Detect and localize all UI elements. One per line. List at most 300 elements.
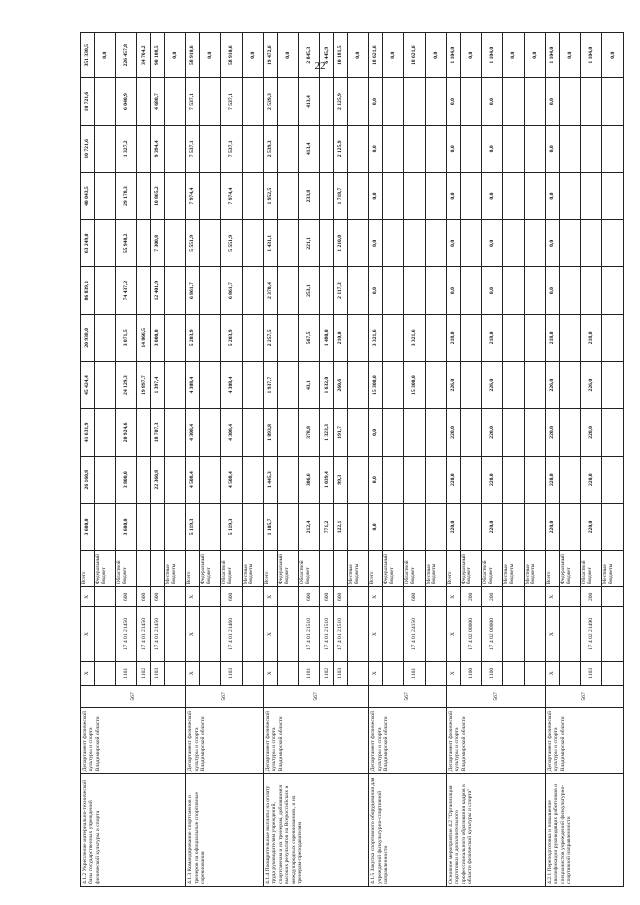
rotated-table bbox=[80, 32, 624, 887]
value-cell: 0,0 bbox=[242, 33, 263, 78]
rz-pr-cell: 1102 bbox=[137, 661, 151, 685]
value-cell bbox=[277, 125, 298, 172]
csr-cell bbox=[94, 607, 115, 661]
value-cell bbox=[277, 78, 298, 125]
value-cell bbox=[559, 314, 580, 361]
value-cell: 413,4 bbox=[299, 125, 320, 172]
rz-pr-cell: 1101 bbox=[299, 661, 320, 685]
value-cell: 6 861,7 bbox=[186, 267, 200, 314]
value-cell: 1 397,4 bbox=[151, 362, 165, 409]
value-cell bbox=[559, 172, 580, 219]
csr-cell: X bbox=[81, 607, 95, 661]
value-cell bbox=[460, 220, 481, 267]
value-cell: 0,0 bbox=[482, 172, 503, 219]
value-cell: 41 631,9 bbox=[81, 409, 95, 456]
value-cell: 2 125,9 bbox=[334, 78, 348, 125]
value-cell: 10 181,5 bbox=[334, 33, 348, 78]
csr-cell bbox=[242, 607, 263, 661]
value-cell: 221,1 bbox=[299, 220, 320, 267]
value-cell: 0,0 bbox=[446, 125, 460, 172]
csr-cell bbox=[199, 607, 220, 661]
value-cell: 1 327,2 bbox=[116, 125, 137, 172]
value-cell bbox=[425, 172, 446, 219]
value-cell: 0,0 bbox=[369, 172, 383, 219]
value-cell bbox=[94, 172, 115, 219]
value-cell: 0,0 bbox=[369, 267, 383, 314]
csr-cell bbox=[277, 607, 298, 661]
value-cell bbox=[425, 362, 446, 409]
value-cell: 220,0 bbox=[546, 503, 560, 550]
vr-cell: 600 bbox=[137, 587, 151, 607]
measure-name-cell: Основное мероприятие 4.2 "Организация подготовки и дополнительного профессионального образования кадров в области физической культуры и спорта" bbox=[446, 774, 545, 887]
rz-pr-cell bbox=[94, 661, 115, 685]
rz-pr-cell: 1102 bbox=[320, 661, 334, 685]
value-cell: 5 203,9 bbox=[186, 314, 200, 361]
rz-pr-cell bbox=[503, 661, 524, 685]
value-cell: 0,0 bbox=[460, 33, 481, 78]
value-cell: 99,3 bbox=[334, 456, 348, 503]
rz-pr-cell bbox=[164, 661, 185, 685]
funding-source-cell: Всего bbox=[369, 551, 383, 587]
rz-pr-cell bbox=[199, 661, 220, 685]
value-cell: 220,0 bbox=[546, 409, 560, 456]
rz-pr-cell bbox=[382, 661, 403, 685]
value-cell: 2 539,3 bbox=[263, 78, 277, 125]
value-cell bbox=[425, 503, 446, 550]
value-cell bbox=[425, 314, 446, 361]
funding-source-cell: Всего bbox=[81, 551, 95, 587]
value-cell: 0,0 bbox=[546, 125, 560, 172]
rz-pr-cell: 1100 bbox=[460, 661, 481, 685]
value-cell: 771,2 bbox=[320, 503, 334, 550]
rz-pr-cell bbox=[242, 661, 263, 685]
value-cell bbox=[581, 125, 602, 172]
value-cell bbox=[524, 78, 545, 125]
value-cell: 4 508,4 bbox=[221, 456, 242, 503]
value-cell bbox=[425, 78, 446, 125]
value-cell bbox=[277, 409, 298, 456]
csr-cell bbox=[382, 607, 403, 661]
value-cell bbox=[347, 267, 368, 314]
value-cell bbox=[94, 456, 115, 503]
value-cell bbox=[137, 267, 151, 314]
table-row bbox=[369, 33, 383, 887]
value-cell bbox=[320, 220, 334, 267]
value-cell bbox=[347, 125, 368, 172]
funding-source-cell: Областной бюджет bbox=[482, 551, 503, 587]
value-cell: 29 178,3 bbox=[116, 172, 137, 219]
vr-cell: X bbox=[546, 587, 560, 607]
funding-source-cell: Федеральный бюджет bbox=[559, 551, 580, 587]
value-cell bbox=[602, 220, 624, 267]
funding-source-cell bbox=[334, 551, 348, 587]
vr-cell: 600 bbox=[116, 587, 137, 607]
value-cell bbox=[320, 125, 334, 172]
csr-cell: 17 4 02 00000 bbox=[482, 607, 503, 661]
value-cell bbox=[137, 503, 151, 550]
value-cell: 212,4 bbox=[299, 503, 320, 550]
value-cell bbox=[404, 172, 425, 219]
value-cell: 1 893,8 bbox=[263, 409, 277, 456]
value-cell: 0,0 bbox=[369, 409, 383, 456]
value-cell bbox=[503, 220, 524, 267]
vr-cell bbox=[559, 587, 580, 607]
value-cell: 2 539,3 bbox=[263, 125, 277, 172]
value-cell bbox=[404, 456, 425, 503]
value-cell: 260,6 bbox=[334, 362, 348, 409]
value-cell: 2 845,3 bbox=[299, 33, 320, 78]
vr-cell: 600 bbox=[320, 587, 334, 607]
funding-source-cell: Местные бюджеты bbox=[347, 551, 368, 587]
grbs-cell: 567 bbox=[81, 685, 186, 707]
value-cell bbox=[199, 220, 220, 267]
value-cell bbox=[320, 172, 334, 219]
value-cell bbox=[242, 78, 263, 125]
csr-cell: 17 4 02 00000 bbox=[460, 607, 481, 661]
value-cell bbox=[382, 172, 403, 219]
vr-cell bbox=[277, 587, 298, 607]
rz-pr-cell: X bbox=[446, 661, 460, 685]
value-cell: 0,0 bbox=[369, 503, 383, 550]
csr-cell: 17 4 02 21490 bbox=[581, 607, 602, 661]
value-cell bbox=[199, 267, 220, 314]
value-cell: 220,0 bbox=[482, 456, 503, 503]
value-cell: 18 707,3 bbox=[151, 409, 165, 456]
value-cell: 3 321,6 bbox=[404, 314, 425, 361]
rz-pr-cell: 1103 bbox=[334, 661, 348, 685]
value-cell bbox=[164, 456, 185, 503]
value-cell: 220,0 bbox=[581, 409, 602, 456]
value-cell: 218,0 bbox=[482, 314, 503, 361]
value-cell bbox=[164, 362, 185, 409]
value-cell: 3 600,0 bbox=[116, 503, 137, 550]
value-cell bbox=[581, 172, 602, 219]
table-row bbox=[186, 33, 200, 887]
grbs-cell: 567 bbox=[546, 685, 624, 707]
csr-cell: 17 4 01 21450 bbox=[151, 607, 165, 661]
value-cell bbox=[460, 314, 481, 361]
grbs-cell: 567 bbox=[186, 685, 264, 707]
value-cell bbox=[347, 409, 368, 456]
value-cell bbox=[382, 409, 403, 456]
value-cell bbox=[320, 78, 334, 125]
value-cell bbox=[199, 125, 220, 172]
value-cell bbox=[382, 125, 403, 172]
value-cell bbox=[524, 125, 545, 172]
value-cell bbox=[137, 220, 151, 267]
value-cell: 4 680,7 bbox=[151, 78, 165, 125]
vr-cell: 200 bbox=[581, 587, 602, 607]
value-cell bbox=[164, 78, 185, 125]
page-number: 22 bbox=[314, 60, 326, 72]
value-cell bbox=[524, 314, 545, 361]
value-cell: 22 360,8 bbox=[151, 456, 165, 503]
funding-source-cell: Областной бюджет bbox=[116, 551, 137, 587]
value-cell bbox=[503, 78, 524, 125]
vr-cell: 200 bbox=[482, 587, 503, 607]
rz-pr-cell: 1103 bbox=[221, 661, 242, 685]
funding-source-cell: Местные бюджеты bbox=[524, 551, 545, 587]
value-cell bbox=[347, 78, 368, 125]
value-cell bbox=[199, 456, 220, 503]
funding-source-cell: Всего bbox=[446, 551, 460, 587]
value-cell bbox=[277, 220, 298, 267]
value-cell: 218,0 bbox=[446, 314, 460, 361]
rz-pr-cell: X bbox=[546, 661, 560, 685]
value-cell: 0,0 bbox=[369, 456, 383, 503]
funding-source-cell: Местные бюджеты bbox=[164, 551, 185, 587]
value-cell: 0,0 bbox=[482, 78, 503, 125]
value-cell bbox=[404, 220, 425, 267]
funding-source-cell: Федеральный бюджет bbox=[277, 551, 298, 587]
funding-source-cell: Федеральный бюджет bbox=[460, 551, 481, 587]
rz-pr-cell: X bbox=[263, 661, 277, 685]
value-cell: 253,1 bbox=[299, 267, 320, 314]
value-cell: 306,6 bbox=[299, 456, 320, 503]
vr-cell: 600 bbox=[221, 587, 242, 607]
value-cell bbox=[602, 78, 624, 125]
value-cell: 0,0 bbox=[546, 267, 560, 314]
value-cell: 1 480,0 bbox=[320, 314, 334, 361]
value-cell bbox=[137, 125, 151, 172]
value-cell: 220,0 bbox=[581, 456, 602, 503]
value-cell: 4 508,4 bbox=[186, 456, 200, 503]
value-cell: 43,1 bbox=[299, 362, 320, 409]
value-cell: 1 105,7 bbox=[263, 503, 277, 550]
value-cell bbox=[460, 362, 481, 409]
rz-pr-cell: 1100 bbox=[482, 661, 503, 685]
value-cell bbox=[460, 172, 481, 219]
value-cell: 220,0 bbox=[581, 503, 602, 550]
value-cell bbox=[559, 362, 580, 409]
vr-cell: 200 bbox=[460, 587, 481, 607]
value-cell bbox=[602, 409, 624, 456]
value-cell bbox=[559, 456, 580, 503]
value-cell: 1 104,0 bbox=[581, 33, 602, 78]
value-cell: 0,0 bbox=[164, 33, 185, 78]
measure-name-cell: 4.1.5 Закупка спортивного оборудования для учреждений физкультурно-спортивной направленности bbox=[369, 774, 447, 887]
value-cell: 191,7 bbox=[334, 409, 348, 456]
value-cell: 567,5 bbox=[299, 314, 320, 361]
value-cell: 351 330,5 bbox=[81, 33, 95, 78]
csr-cell: X bbox=[263, 607, 277, 661]
vr-cell bbox=[242, 587, 263, 607]
value-cell bbox=[581, 78, 602, 125]
value-cell: 0,0 bbox=[482, 220, 503, 267]
value-cell: 0,0 bbox=[546, 172, 560, 219]
grbs-cell: 567 bbox=[263, 685, 368, 707]
rz-pr-cell bbox=[347, 661, 368, 685]
value-cell bbox=[164, 220, 185, 267]
value-cell bbox=[347, 503, 368, 550]
value-cell bbox=[164, 125, 185, 172]
executor-cell: Департамент физической культуры и спорта Владимирской области bbox=[263, 707, 368, 773]
value-cell bbox=[425, 456, 446, 503]
value-cell bbox=[382, 314, 403, 361]
value-cell bbox=[602, 125, 624, 172]
value-cell bbox=[503, 314, 524, 361]
value-cell bbox=[559, 503, 580, 550]
value-cell bbox=[199, 503, 220, 550]
value-cell: 2 125,9 bbox=[334, 125, 348, 172]
vr-cell bbox=[199, 587, 220, 607]
value-cell bbox=[277, 314, 298, 361]
value-cell bbox=[503, 267, 524, 314]
value-cell: 218,0 bbox=[581, 314, 602, 361]
value-cell bbox=[503, 456, 524, 503]
value-cell: 220,0 bbox=[446, 409, 460, 456]
value-cell bbox=[524, 172, 545, 219]
vr-cell bbox=[602, 587, 624, 607]
value-cell bbox=[277, 362, 298, 409]
value-cell: 2 257,5 bbox=[263, 314, 277, 361]
value-cell: 1 632,0 bbox=[320, 362, 334, 409]
value-cell bbox=[94, 503, 115, 550]
vr-cell bbox=[382, 587, 403, 607]
value-cell: 4 308,4 bbox=[186, 409, 200, 456]
value-cell bbox=[277, 456, 298, 503]
value-cell: 5 203,9 bbox=[221, 314, 242, 361]
value-cell bbox=[242, 267, 263, 314]
value-cell: 5 551,9 bbox=[221, 220, 242, 267]
value-cell: 1 445,3 bbox=[263, 456, 277, 503]
csr-cell: 17 4 01 21510 bbox=[334, 607, 348, 661]
funding-source-cell: Федеральный бюджет bbox=[199, 551, 220, 587]
executor-cell: Департамент физической культуры и спорта Владимирской области bbox=[369, 707, 447, 773]
value-cell: 10 721,6 bbox=[81, 125, 95, 172]
value-cell: 18 621,6 bbox=[369, 33, 383, 78]
value-cell bbox=[602, 503, 624, 550]
value-cell: 226,0 bbox=[482, 362, 503, 409]
value-cell: 0,0 bbox=[446, 220, 460, 267]
value-cell: 7 537,1 bbox=[221, 78, 242, 125]
value-cell: 55 948,2 bbox=[116, 220, 137, 267]
rz-pr-cell: X bbox=[186, 661, 200, 685]
value-cell: 7 300,8 bbox=[151, 220, 165, 267]
value-cell bbox=[164, 314, 185, 361]
funding-source-cell: Областной бюджет bbox=[404, 551, 425, 587]
vr-cell: 600 bbox=[334, 587, 348, 607]
value-cell bbox=[151, 503, 165, 550]
value-cell: 34 764,2 bbox=[137, 33, 151, 78]
vr-cell bbox=[524, 587, 545, 607]
value-cell: 1 039,4 bbox=[320, 456, 334, 503]
funding-source-cell: Местные бюджеты bbox=[425, 551, 446, 587]
funding-source-cell: Федеральный бюджет bbox=[94, 551, 115, 587]
value-cell: 9 394,4 bbox=[151, 125, 165, 172]
value-cell: 10 865,2 bbox=[151, 172, 165, 219]
rz-pr-cell bbox=[524, 661, 545, 685]
value-cell: 3 800,0 bbox=[116, 456, 137, 503]
value-cell bbox=[524, 267, 545, 314]
value-cell: 3 000,0 bbox=[151, 314, 165, 361]
vr-cell: X bbox=[186, 587, 200, 607]
value-cell bbox=[524, 503, 545, 550]
value-cell bbox=[404, 125, 425, 172]
csr-cell bbox=[602, 607, 624, 661]
value-cell bbox=[524, 362, 545, 409]
value-cell bbox=[199, 78, 220, 125]
value-cell: 5 119,3 bbox=[221, 503, 242, 550]
value-cell bbox=[602, 314, 624, 361]
grbs-cell: 567 bbox=[446, 685, 545, 707]
vr-cell bbox=[94, 587, 115, 607]
table-row bbox=[446, 33, 460, 887]
value-cell: 58 910,6 bbox=[221, 33, 242, 78]
value-cell: 1 104,0 bbox=[546, 33, 560, 78]
table-row bbox=[81, 33, 95, 887]
value-cell: 0,0 bbox=[425, 33, 446, 78]
value-cell bbox=[347, 362, 368, 409]
value-cell: 2 370,4 bbox=[263, 267, 277, 314]
value-cell bbox=[242, 125, 263, 172]
value-cell bbox=[242, 503, 263, 550]
value-cell: 220,0 bbox=[446, 503, 460, 550]
value-cell: 63 249,0 bbox=[81, 220, 95, 267]
value-cell bbox=[602, 362, 624, 409]
value-cell: 19 897,7 bbox=[137, 362, 151, 409]
vr-cell bbox=[503, 587, 524, 607]
csr-cell: X bbox=[546, 607, 560, 661]
measure-name-cell: 4.1.2 Укрепление материально-технической базы государственных учреждений физической культуры и спорта bbox=[81, 774, 186, 887]
value-cell: 90 108,5 bbox=[151, 33, 165, 78]
value-cell bbox=[242, 456, 263, 503]
value-cell bbox=[347, 220, 368, 267]
value-cell: 0,0 bbox=[482, 125, 503, 172]
vr-cell bbox=[347, 587, 368, 607]
value-cell bbox=[347, 456, 368, 503]
value-cell: 24 129,3 bbox=[116, 362, 137, 409]
value-cell: 12 401,9 bbox=[151, 267, 165, 314]
csr-cell bbox=[524, 607, 545, 661]
value-cell bbox=[404, 267, 425, 314]
value-cell: 20 938,0 bbox=[81, 314, 95, 361]
value-cell bbox=[581, 220, 602, 267]
value-cell: 1 210,0 bbox=[334, 220, 348, 267]
rz-pr-cell bbox=[425, 661, 446, 685]
csr-cell bbox=[559, 607, 580, 661]
value-cell: 45 424,4 bbox=[81, 362, 95, 409]
value-cell bbox=[425, 409, 446, 456]
vr-cell bbox=[164, 587, 185, 607]
value-cell bbox=[460, 78, 481, 125]
value-cell bbox=[524, 220, 545, 267]
value-cell: 4 308,4 bbox=[221, 409, 242, 456]
value-cell: 218,0 bbox=[546, 314, 560, 361]
csr-cell bbox=[164, 607, 185, 661]
value-cell: 0,0 bbox=[369, 125, 383, 172]
value-cell bbox=[602, 172, 624, 219]
vr-cell: 600 bbox=[151, 587, 165, 607]
value-cell bbox=[94, 78, 115, 125]
value-cell bbox=[242, 172, 263, 219]
value-cell: 0,0 bbox=[446, 78, 460, 125]
value-cell: 1 104,0 bbox=[482, 33, 503, 78]
value-cell bbox=[164, 409, 185, 456]
value-cell: 4 308,4 bbox=[186, 362, 200, 409]
funding-source-cell: Местные бюджеты bbox=[503, 551, 524, 587]
csr-cell: X bbox=[446, 607, 460, 661]
value-cell: 233,8 bbox=[299, 172, 320, 219]
funding-source-cell: Областной бюджет bbox=[299, 551, 320, 587]
vr-cell bbox=[425, 587, 446, 607]
value-cell: 220,0 bbox=[482, 503, 503, 550]
funding-source-cell: Областной бюджет bbox=[581, 551, 602, 587]
value-cell bbox=[94, 362, 115, 409]
value-cell bbox=[382, 78, 403, 125]
value-cell: 226 457,8 bbox=[116, 33, 137, 78]
funding-source-cell bbox=[320, 551, 334, 587]
